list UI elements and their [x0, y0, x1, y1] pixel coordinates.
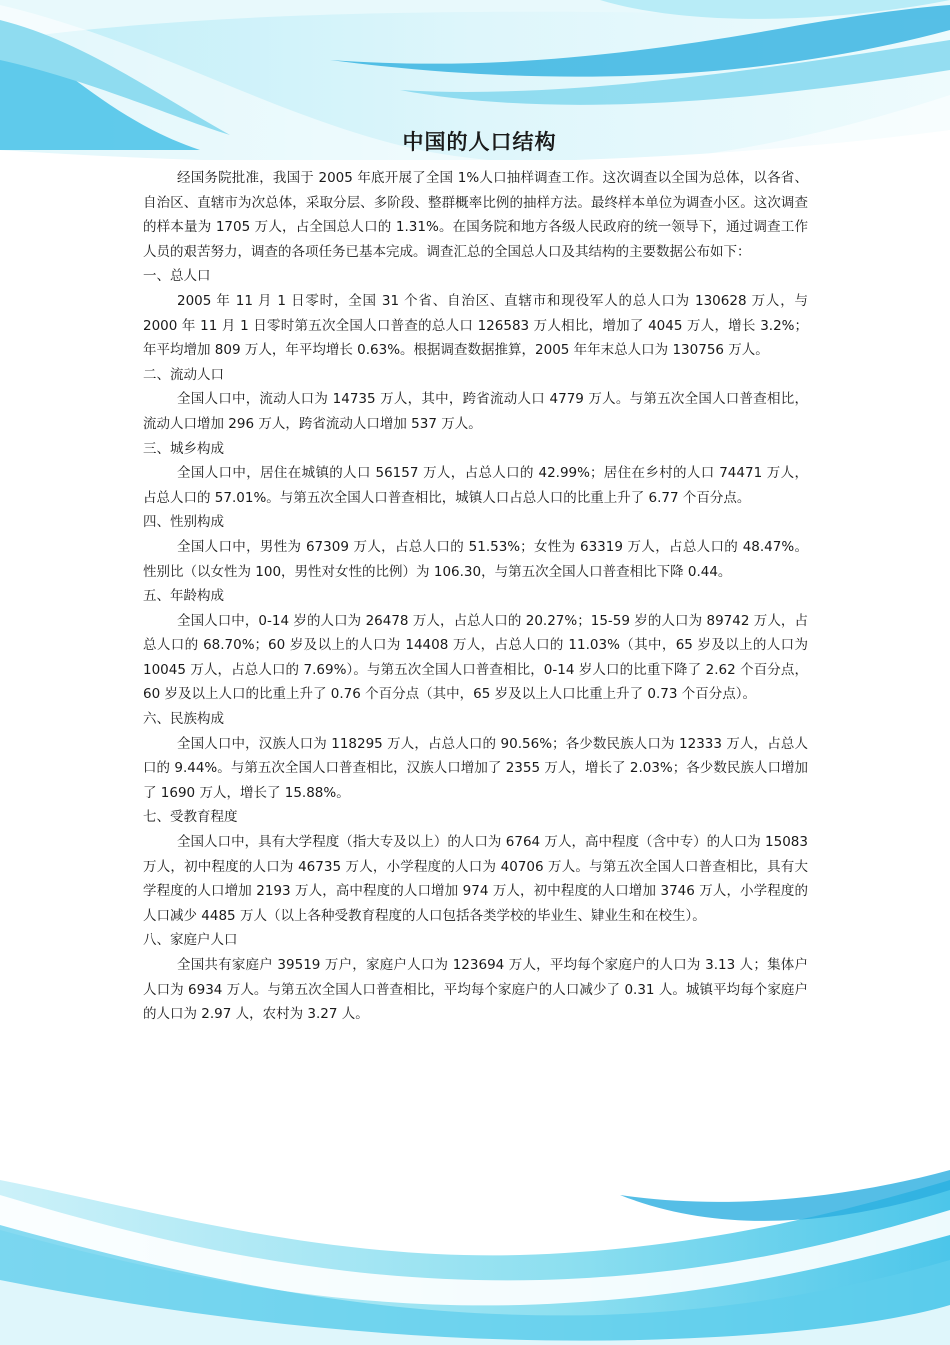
section-body-gender: 全国人口中，男性为 67309 万人，占总人口的 51.53%；女性为 63319 万人，占总人口的 48.47%。性别比（以女性为 100，男性对女性的比例）为 106.30，与第五次全国人口普查相比下降 0.44。 — [143, 538, 808, 580]
section-body-ethnicity: 全国人口中，汉族人口为 118295 万人，占总人口的 90.56%；各少数民族人口为 12333 万人，占总人口的 9.44%。与第五次全国人口普查相比，汉族人口增加了 2355 万人，增长了 2.03%；各少数民族人口增加了 1690 万人，增长了 15.88%。 — [143, 735, 808, 801]
page-title: 中国的人口结构 — [402, 130, 557, 154]
section-body-education: 全国人口中，具有大学程度（指大专及以上）的人口为 6764 万人，高中程度（含中专）的人口为 15083 万人，初中程度的人口为 46735 万人，小学程度的人口为 40706 万人。与第五次全国人口普查相比，具有大学程度的人口增加 2193 万人，高中程度的人口增加 974 万人，初中程度的人口增加 3746 万人，小学程度的人口减少 4485 万人（以上各种受教育程度的人口包括各类学校的毕业生、肄业生和在校生）。 — [143, 834, 808, 924]
section-body-age: 全国人口中，0-14 岁的人口为 26478 万人，占总人口的 20.27%；15-59 岁的人口为 89742 万人，占总人口的 68.70%；60 岁及以上的人口为 14408 万人，占总人口的 11.03%（其中，65 岁及以上的人口为 10045 万人，占总人口的 7.69%）。与第五次全国人口普查相比，0-14 岁人口的比重下降了 2.62 个百分点，60 岁及以上人口的比重上升了 0.76 个百分点（其中，65 岁及以上人口比重上升了 0.73 个百分点）。 — [143, 612, 808, 703]
section-heading-gender: 四、性别构成 — [143, 514, 224, 531]
section-body-floating-population: 全国人口中，流动人口为 14735 万人，其中，跨省流动人口 4779 万人。与第五次全国人口普查相比，流动人口增加 296 万人，跨省流动人口增加 537 万人。 — [143, 391, 808, 432]
intro-paragraph: 经国务院批准，我国于 2005 年底开展了全国 1%人口抽样调查工作。这次调查以全国为总体，以各省、自治区、直辖市为次总体，采取分层、多阶段、整群概率比例的抽样方法。最终样本单位为调查小区。这次调查的样本量为 1705 万人，占全国总人口的 1.31%。在国务院和地方各级人民政府的统一领导下，通过调查工作人员的艰苦努力，调查的各项任务已基本完成。调查汇总的全国总人口及其结构的主要数据公布如下： — [143, 170, 808, 260]
section-body-total-population: 2005 年 11 月 1 日零时，全国 31 个省、自治区、直辖市和现役军人的总人口为 130628 万人，与 2000 年 11 月 1 日零时第五次全国人口普查的总人口 126583 万人相比，增加了 4045 万人，增长 3.2%；年平均增加 809 万人，年平均增长 0.63%。根据调查数据推算，2005 年年末总人口为 130756 万人。 — [143, 292, 808, 359]
section-heading-ethnicity: 六、民族构成 — [143, 711, 224, 728]
section-body-urban-rural: 全国人口中，居住在城镇的人口 56157 万人，占总人口的 42.99%；居住在乡村的人口 74471 万人，占总人口的 57.01%。与第五次全国人口普查相比，城镇人口占总人口的比重上升了 6.77 个百分点。 — [143, 465, 808, 506]
section-heading-urban-rural: 三、城乡构成 — [143, 440, 224, 457]
section-heading-household: 八、家庭户人口 — [143, 932, 238, 949]
section-heading-age: 五、年龄构成 — [143, 588, 224, 605]
section-heading-floating-population: 二、流动人口 — [143, 366, 224, 383]
section-body-household: 全国共有家庭户 39519 万户，家庭户人口为 123694 万人，平均每个家庭户的人口为 3.13 人；集体户人口为 6934 万人。与第五次全国人口普查相比，平均每个家庭户的人口减少了 0.31 人。城镇平均每个家庭户的人口为 2.97 人，农村为 3.27 人。 — [143, 957, 808, 1023]
document-body — [143, 126, 808, 1027]
section-heading-education: 七、受教育程度 — [143, 809, 238, 826]
section-heading-total-population: 一、总人口 — [143, 268, 211, 285]
